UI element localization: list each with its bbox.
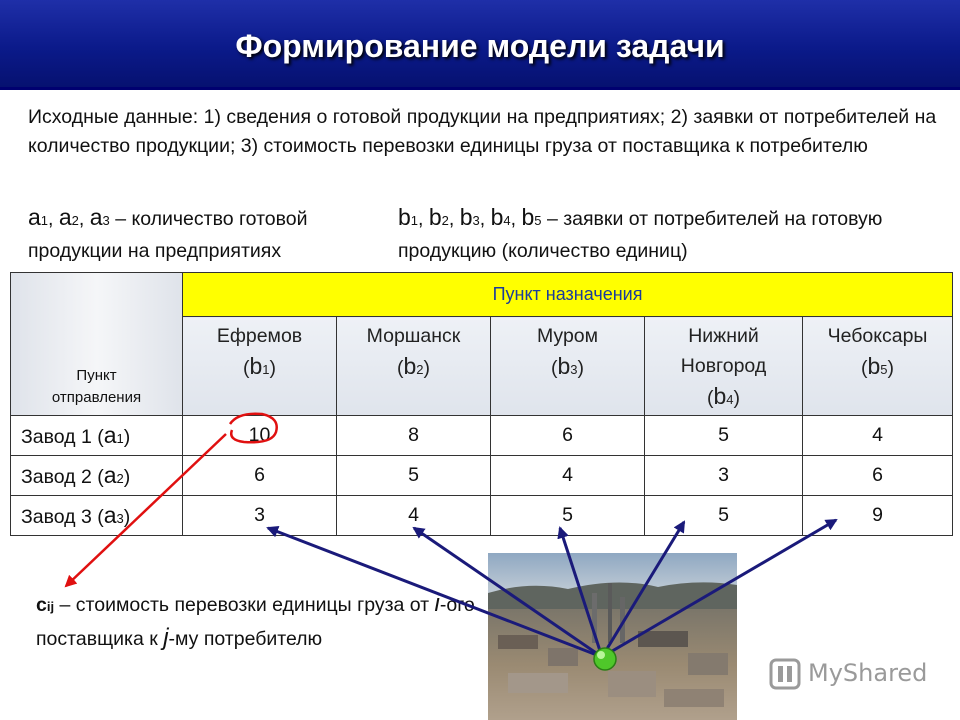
green-source-dot (594, 648, 616, 670)
intro-text: Исходные данные: 1) сведения о готовой продукции на предприятиях; 2) заявки от потребителей на количество продукции; 3) стоимость перевозки единицы груза от поставщика к потребителю (28, 106, 937, 157)
table-cell: 4 (803, 416, 953, 456)
myshared-logo-icon (768, 657, 802, 691)
red-highlight-circle (230, 414, 277, 443)
supply-description: а1, а2, а3 – количество готовой продукции на предприятиях (28, 204, 308, 262)
demand-desc: – заявки от потребителей на готовую продукцию (количество единиц) (398, 208, 883, 262)
supply-symbol-a1: а (28, 204, 41, 230)
table-cell: 4 (337, 496, 491, 536)
column-header-3: Муром (b3) (491, 317, 645, 416)
watermark (768, 655, 938, 691)
table-cell: 5 (645, 416, 803, 456)
table-cell: 3 (183, 496, 337, 536)
table-cell: 6 (183, 456, 337, 496)
supply-symbol-a3: а (89, 204, 103, 230)
table-cell: 5 (645, 496, 803, 536)
table-corner-header: Пункт отправления (11, 273, 183, 416)
blue-arrow-3 (560, 528, 602, 657)
column-header-5: Чебоксары (b5) (803, 317, 953, 416)
blue-arrow-1 (268, 528, 602, 657)
blue-arrow-5 (602, 520, 836, 657)
column-header-4: Нижний Новгород (b4) (645, 317, 803, 416)
table-cell: 9 (803, 496, 953, 536)
column-header-1: Ефремов (b1) (183, 317, 337, 416)
table-cell: 10 (183, 416, 337, 456)
row-label-1: Завод 1 (а1) (11, 416, 183, 456)
cost-definition: cij – стоимость перевозки единицы груза от i-ого поставщика к j-му потребителю (36, 590, 475, 651)
blue-arrow-4 (602, 522, 684, 657)
row-label-3: Завод 3 (а3) (11, 496, 183, 536)
table-cell: 3 (645, 456, 803, 496)
green-dot-highlight (597, 651, 605, 659)
table-cell: 6 (491, 416, 645, 456)
blue-arrow-2 (414, 528, 602, 657)
row-label-2: Завод 2 (а2) (11, 456, 183, 496)
watermark-text: MyShared (808, 659, 928, 687)
supply-symbol-a2: а (58, 204, 72, 230)
red-arrow (66, 434, 226, 586)
slide-title: Формирование модели задачи (235, 28, 725, 64)
table-cell: 6 (803, 456, 953, 496)
supply-desc: – количество готовой продукции на предприятиях (28, 208, 308, 262)
table-cell: 8 (337, 416, 491, 456)
table-cell: 5 (491, 496, 645, 536)
table-cell: 4 (491, 456, 645, 496)
table-cell: 5 (337, 456, 491, 496)
demand-description: b1, b2, b3, b4, b5 – заявки от потребителей на готовую продукцию (количество единиц) (398, 204, 883, 262)
destination-header: Пункт назначения (183, 273, 953, 317)
cost-symbol: c (36, 594, 47, 616)
column-header-2: Моршанск (b2) (337, 317, 491, 416)
